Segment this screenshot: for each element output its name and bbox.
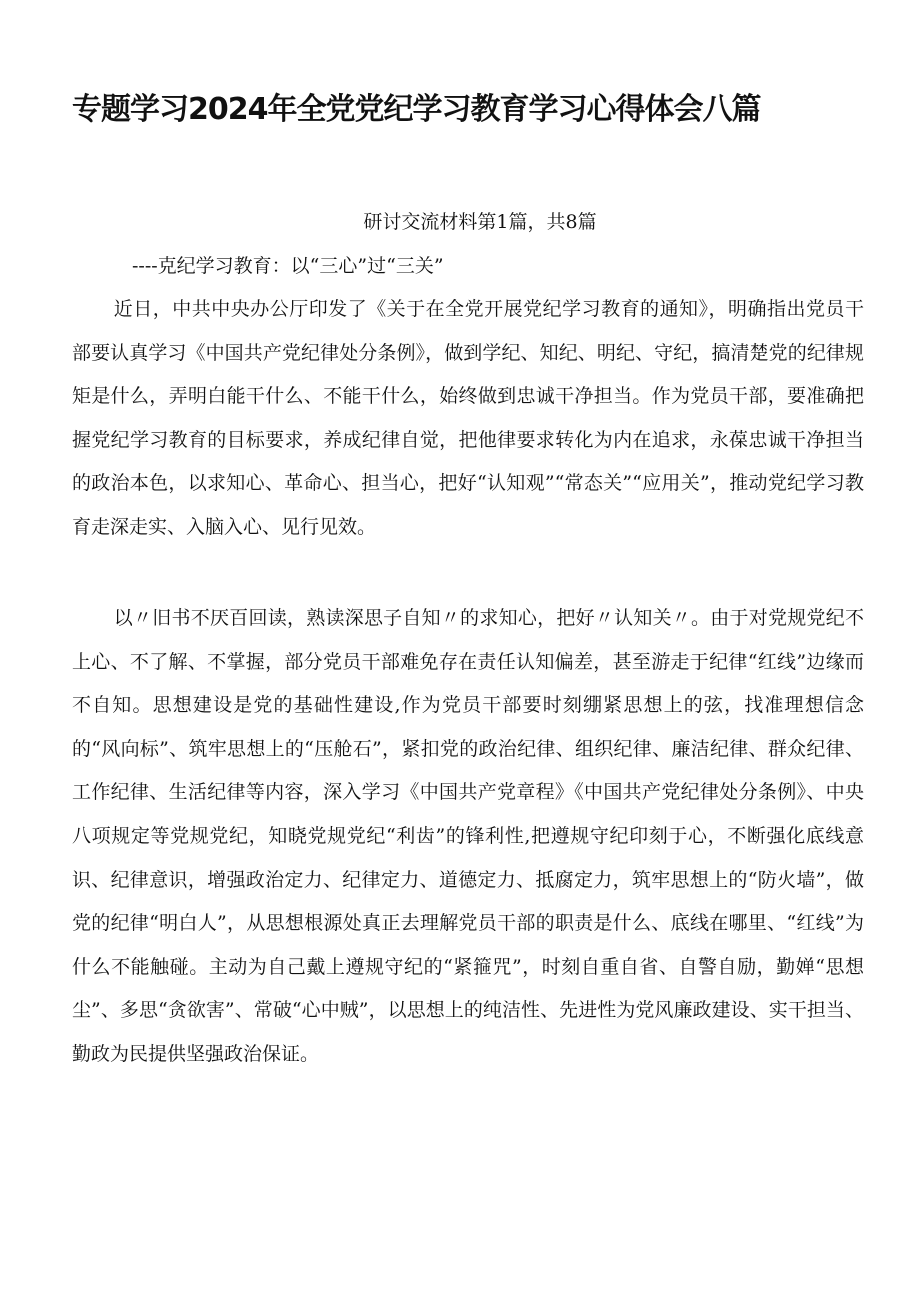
body-paragraph: 近日，中共中央办公厅印发了《关于在全党开展党纪学习教育的通知》，明确指出党员干部要认真学习《中国共产党纪律处分条例》，做到学纪、知纪、明纪、守纪，搞清楚党的纪律规矩是什么，弄明白能干什么、不能干什么，始终做到忠诚干净担当。作为党员干部，要准确把握党纪学习教育的目标要求，养成纪律自觉，把他律要求转化为内在追求，永葆忠诚干净担当的政治本色，以求知心、革命心、担当心，把好“认知观”“常态关”“应用关”，推动党纪学习教育走深走实、入脑入心、见行见效。: [72, 298, 864, 538]
article-subtitle: ----克纪学习教育：以“三心”过“三关”: [132, 255, 444, 277]
section-heading: 研讨交流材料第1篇，共8篇: [363, 211, 597, 233]
body-paragraph: 以〃旧书不厌百回读，熟读深思子自知〃的求知心，把好〃认知关〃。由于对党规党纪不上心、不了解、不掌握，部分党员干部难免存在责任认知偏差，甚至游走于纪律“红线”边缘而不自知。思想建设是党的基础性建设,作为党员干部要时刻绷紧思想上的弦，找准理想信念的“风向标”、筑牢思想上的“压舱石”，紧扣党的政治纪律、组织纪律、廉洁纪律、群众纪律、工作纪律、生活纪律等内容，深入学习《中国共产党章程》《中国共产党纪律处分条例》、中央八项规定等党规党纪，知晓党规党纪“利齿”的锋利性,把遵规守纪印刻于心，不断强化底线意识、纪律意识，增强政治定力、纪律定力、道德定力、抵腐定力，筑牢思想上的“防火墙”，做党的纪律“明白人”，从思想根源处真正去理解党员干部的职责是什么、底线在哪里、“红线”为什么不能触碰。主动为自己戴上遵规守纪的“紧箍咒”，时刻自重自省、自警自励，勤婵“思想尘”、多思“贪欲害”、常破“心中贼”，以思想上的纯洁性、先进性为党风廉政建设、实干担当、勤政为民提供坚强政治保证。: [72, 607, 864, 1065]
body-paragraph-2-block: [72, 597, 864, 1077]
document-title: 专题学习2024年全党党纪学习教育学习心得体会八篇: [72, 92, 761, 127]
body-paragraph-1-block: [72, 288, 864, 550]
